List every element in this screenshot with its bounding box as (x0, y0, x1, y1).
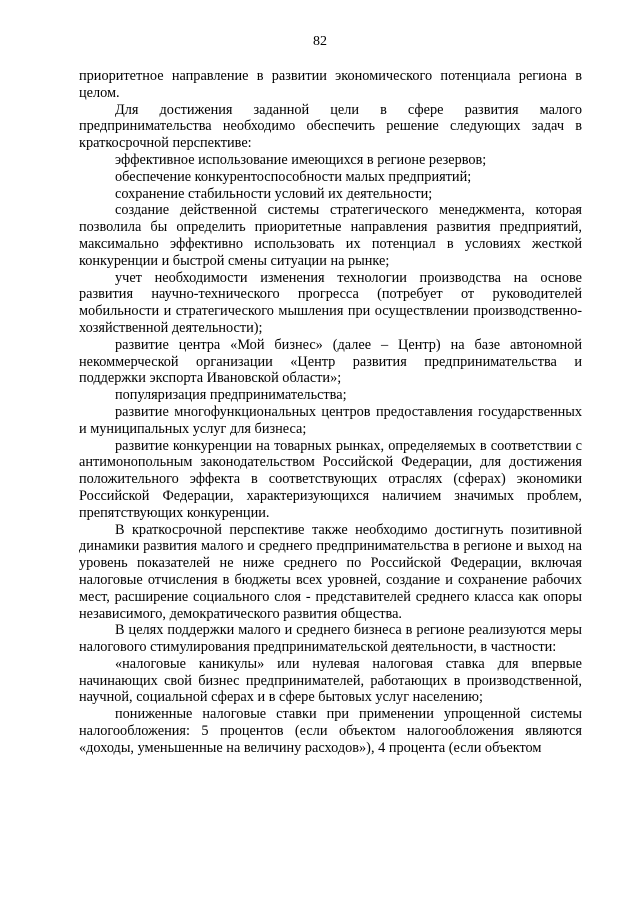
paragraph: Для достижения заданной цели в сфере развития малого предпринимательства необходимо обеспечить решение следующих задач в краткосрочной перспективе: (79, 101, 582, 152)
paragraph: В целях поддержки малого и среднего бизнеса в регионе реализуются меры налогового стимулирования предпринимательской деятельности, в частности: (79, 622, 582, 656)
list-item: эффективное использование имеющихся в регионе резервов; (115, 151, 487, 168)
list-item: создание действенной системы стратегического менеджмента, которая позволила бы определить приоритетные направления развития предприятий, максимально эффективно использовать их потенциал в условиях жесткой конкуренции и быстрой смены ситуации на рынке; (79, 202, 582, 269)
document-body (79, 68, 582, 757)
list-item: сохранение стабильности условий их деятельности; (115, 185, 433, 202)
list-item: популяризация предпринимательства; (115, 387, 347, 404)
paragraph: В краткосрочной перспективе также необходимо достигнуть позитивной динамики развития малого и среднего предпринимательства в регионе и выход на уровень показателей не ниже среднего по Российской Федерации, включая налоговые отчисления в бюджеты всех уровней, создание и сохранение рабочих мест, расширение социального слоя - представителей среднего класса как опоры независимого, демократического развития общества. (79, 521, 582, 622)
list-item: учет необходимости изменения технологии производства на основе развития научно-технического прогресса (потребует от руководителей мобильности и стратегического мышления при осуществлении производственно-хозяйственной деятельности); (79, 269, 582, 336)
list-item: «налоговые каникулы» или нулевая налоговая ставка для впервые начинающих свой бизнес предпринимателей, работающих в производственной, научной, социальной сферах и в сфере бытовых услуг населению; (79, 655, 582, 706)
paragraph: приоритетное направление в развитии экономического потенциала региона в целом. (79, 68, 582, 101)
list-item: обеспечение конкурентоспособности малых предприятий; (115, 168, 472, 185)
list-item: развитие центра «Мой бизнес» (далее – Центр) на базе автономной некоммерческой организации «Центр развития предпринимательства и поддержки экспорта Ивановской области»; (79, 336, 582, 387)
list-item: развитие конкуренции на товарных рынках, определяемых в соответствии с антимонопольным законодательством Российской Федерации, для достижения положительного эффекта в соответствующих отраслях (сферах) экономики Российской Федерации, характеризующихся наличием значимых проблем, препятствующих конкуренции. (79, 437, 582, 521)
list-item: пониженные налоговые ставки при применении упрощенной системы налогообложения: 5 процентов (если объектом налогообложения являются «доходы, уменьшенные на величину расходов»), 4 процента (если объектом (79, 706, 582, 756)
list-item: развитие многофункциональных центров предоставления государственных и муниципальных услуг для бизнеса; (79, 403, 582, 437)
page-number: 82 (313, 34, 327, 49)
